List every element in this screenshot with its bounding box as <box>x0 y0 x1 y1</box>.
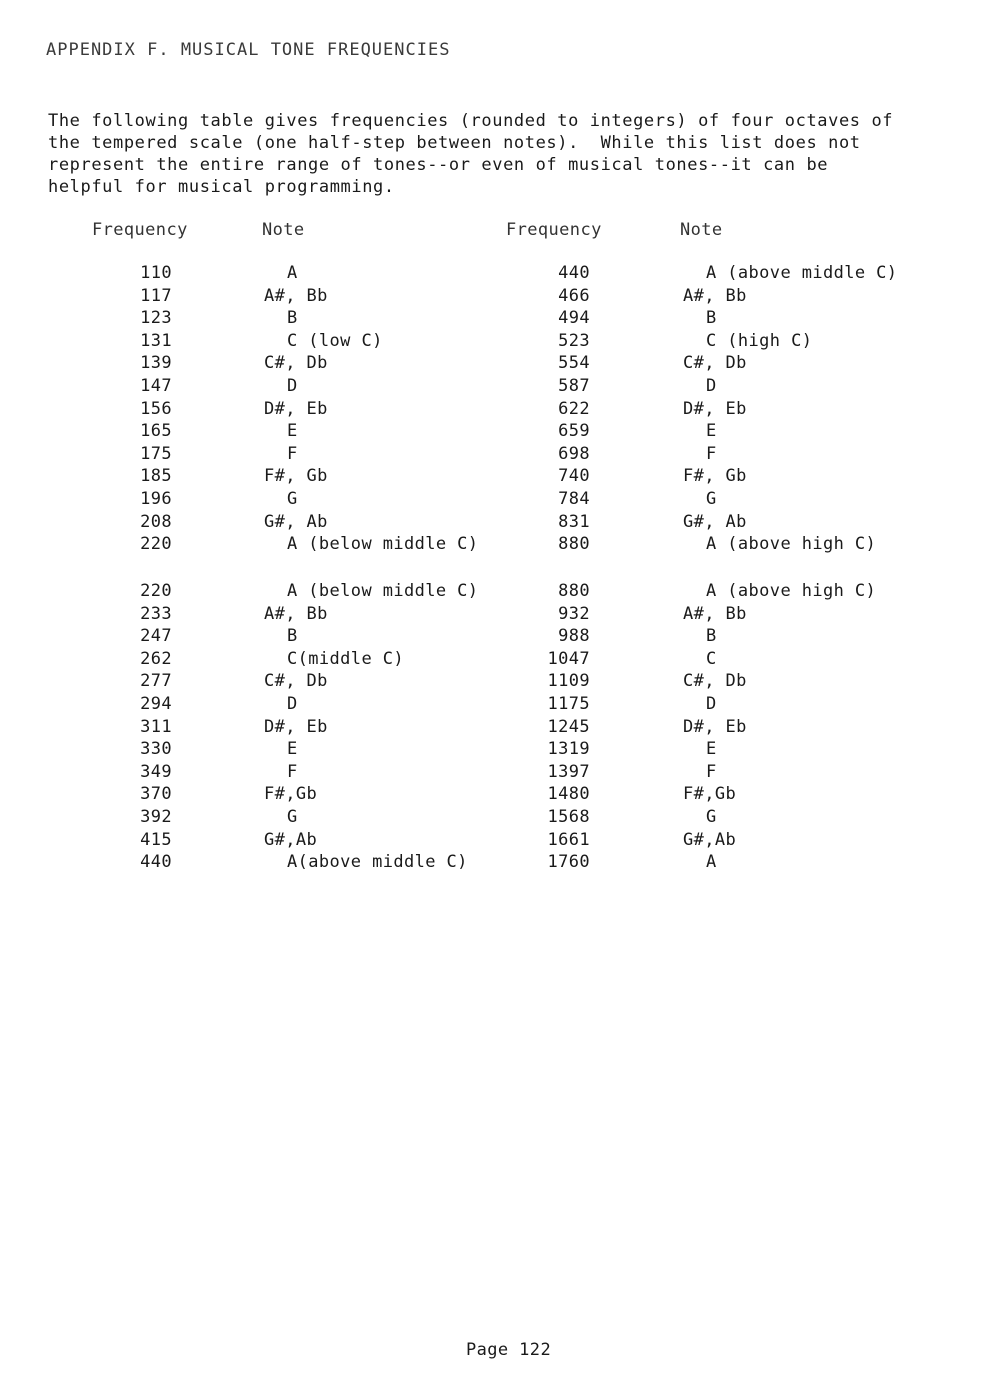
note-cell: A (above high C) <box>706 581 877 601</box>
note-cell: E <box>287 421 298 442</box>
page-number: Page 122 <box>466 1340 552 1360</box>
frequency-cell: 1109 <box>547 671 590 692</box>
note-cell: D#, Eb <box>683 398 747 419</box>
frequency-cell: 220 <box>140 581 172 601</box>
frequency-cell: 330 <box>140 739 172 760</box>
frequency-cell: 740 <box>558 466 590 487</box>
frequency-cell: 1175 <box>547 694 590 714</box>
frequency-cell: 175 <box>140 443 172 464</box>
note-cell: F <box>287 443 298 464</box>
note-cell: D <box>706 376 717 396</box>
frequency-cell: 587 <box>558 376 590 396</box>
note-cell: B <box>706 626 717 647</box>
frequency-cell: 392 <box>140 807 172 827</box>
note-cell: F#, Gb <box>683 466 747 487</box>
frequency-cell: 784 <box>558 489 590 509</box>
intro-line: the tempered scale (one half-step between notes). While this list does not <box>48 133 861 153</box>
frequency-cell: 880 <box>558 581 590 601</box>
note-cell: C (low C) <box>287 330 383 351</box>
frequency-cell: 131 <box>140 330 172 351</box>
frequency-cell: 277 <box>140 671 172 692</box>
note-cell: B <box>287 308 298 329</box>
frequency-cell: 622 <box>558 398 590 419</box>
note-cell: G <box>287 489 298 509</box>
frequency-cell: 349 <box>140 761 172 782</box>
frequency-cell: 494 <box>558 308 590 329</box>
note-cell: D#, Eb <box>683 716 747 737</box>
frequency-cell: 110 <box>140 263 172 283</box>
note-cell: D <box>706 694 717 714</box>
note-cell: A (above high C) <box>706 534 877 555</box>
frequency-cell: 220 <box>140 534 172 555</box>
frequency-cell: 233 <box>140 603 172 624</box>
note-cell: E <box>287 739 298 760</box>
note-cell: A#, Bb <box>683 603 747 624</box>
frequency-cell: 147 <box>140 376 172 396</box>
note-cell: C#, Db <box>683 353 747 374</box>
frequency-cell: 196 <box>140 489 172 509</box>
intro-line: represent the entire range of tones--or even of musical tones--it can be <box>48 155 829 175</box>
note-cell: A#, Bb <box>264 285 328 306</box>
note-cell: C(middle C) <box>287 648 404 669</box>
note-cell: G <box>706 807 717 827</box>
intro-line: helpful for musical programming. <box>48 177 395 197</box>
frequency-cell: 831 <box>558 511 590 532</box>
note-cell: G <box>706 489 717 509</box>
frequency-cell: 262 <box>140 648 172 669</box>
right-frequency-header: Frequency <box>506 220 602 240</box>
page-title: APPENDIX F. MUSICAL TONE FREQUENCIES <box>46 40 451 60</box>
frequency-cell: 156 <box>140 398 172 419</box>
frequency-cell: 311 <box>140 716 172 737</box>
frequency-cell: 1397 <box>547 761 590 782</box>
note-cell: B <box>287 626 298 647</box>
frequency-cell: 1245 <box>547 716 590 737</box>
frequency-cell: 523 <box>558 330 590 351</box>
left-frequency-header: Frequency <box>92 220 188 240</box>
frequency-cell: 185 <box>140 466 172 487</box>
note-cell: C#, Db <box>264 353 328 374</box>
note-cell: G#, Ab <box>264 511 328 532</box>
frequency-cell: 117 <box>140 285 172 306</box>
frequency-cell: 698 <box>558 443 590 464</box>
note-cell: C (high C) <box>706 330 813 351</box>
note-cell: B <box>706 308 717 329</box>
frequency-cell: 415 <box>140 829 172 850</box>
note-cell: G#, Ab <box>683 511 747 532</box>
frequency-cell: 208 <box>140 511 172 532</box>
note-cell: A(above middle C) <box>287 852 468 873</box>
note-cell: A#, Bb <box>264 603 328 624</box>
frequency-cell: 294 <box>140 694 172 714</box>
note-cell: A (below middle C) <box>287 534 479 555</box>
note-cell: C#, Db <box>683 671 747 692</box>
frequency-cell: 1661 <box>547 829 590 850</box>
note-cell: A <box>706 852 717 873</box>
note-cell: G <box>287 807 298 827</box>
note-cell: A#, Bb <box>683 285 747 306</box>
note-cell: G#,Ab <box>683 829 737 850</box>
frequency-cell: 123 <box>140 308 172 329</box>
frequency-cell: 1319 <box>547 739 590 760</box>
frequency-cell: 659 <box>558 421 590 442</box>
note-cell: D#, Eb <box>264 398 328 419</box>
note-cell: D#, Eb <box>264 716 328 737</box>
note-cell: F#, Gb <box>264 466 328 487</box>
note-cell: A (below middle C) <box>287 581 479 601</box>
frequency-cell: 880 <box>558 534 590 555</box>
frequency-cell: 554 <box>558 353 590 374</box>
intro-line: The following table gives frequencies (rounded to integers) of four octaves of <box>48 111 894 131</box>
note-cell: D <box>287 694 298 714</box>
frequency-cell: 988 <box>558 626 590 647</box>
note-cell: E <box>706 421 717 442</box>
note-cell: C#, Db <box>264 671 328 692</box>
note-cell: G#,Ab <box>264 829 318 850</box>
note-cell: F#,Gb <box>264 784 318 805</box>
frequency-cell: 1568 <box>547 807 590 827</box>
frequency-cell: 1047 <box>547 648 590 669</box>
note-cell: D <box>287 376 298 396</box>
frequency-cell: 139 <box>140 353 172 374</box>
right-note-header: Note <box>680 220 723 240</box>
frequency-cell: 932 <box>558 603 590 624</box>
note-cell: F <box>287 761 298 782</box>
note-cell: A (above middle C) <box>706 263 898 283</box>
note-cell: E <box>706 739 717 760</box>
frequency-cell: 466 <box>558 285 590 306</box>
frequency-cell: 1480 <box>547 784 590 805</box>
frequency-cell: 370 <box>140 784 172 805</box>
frequency-cell: 1760 <box>547 852 590 873</box>
frequency-cell: 247 <box>140 626 172 647</box>
note-cell: A <box>287 263 298 283</box>
frequency-cell: 165 <box>140 421 172 442</box>
note-cell: F <box>706 761 717 782</box>
note-cell: F <box>706 443 717 464</box>
note-cell: C <box>706 648 717 669</box>
left-note-header: Note <box>262 220 305 240</box>
note-cell: F#,Gb <box>683 784 737 805</box>
frequency-cell: 440 <box>140 852 172 873</box>
frequency-cell: 440 <box>558 263 590 283</box>
